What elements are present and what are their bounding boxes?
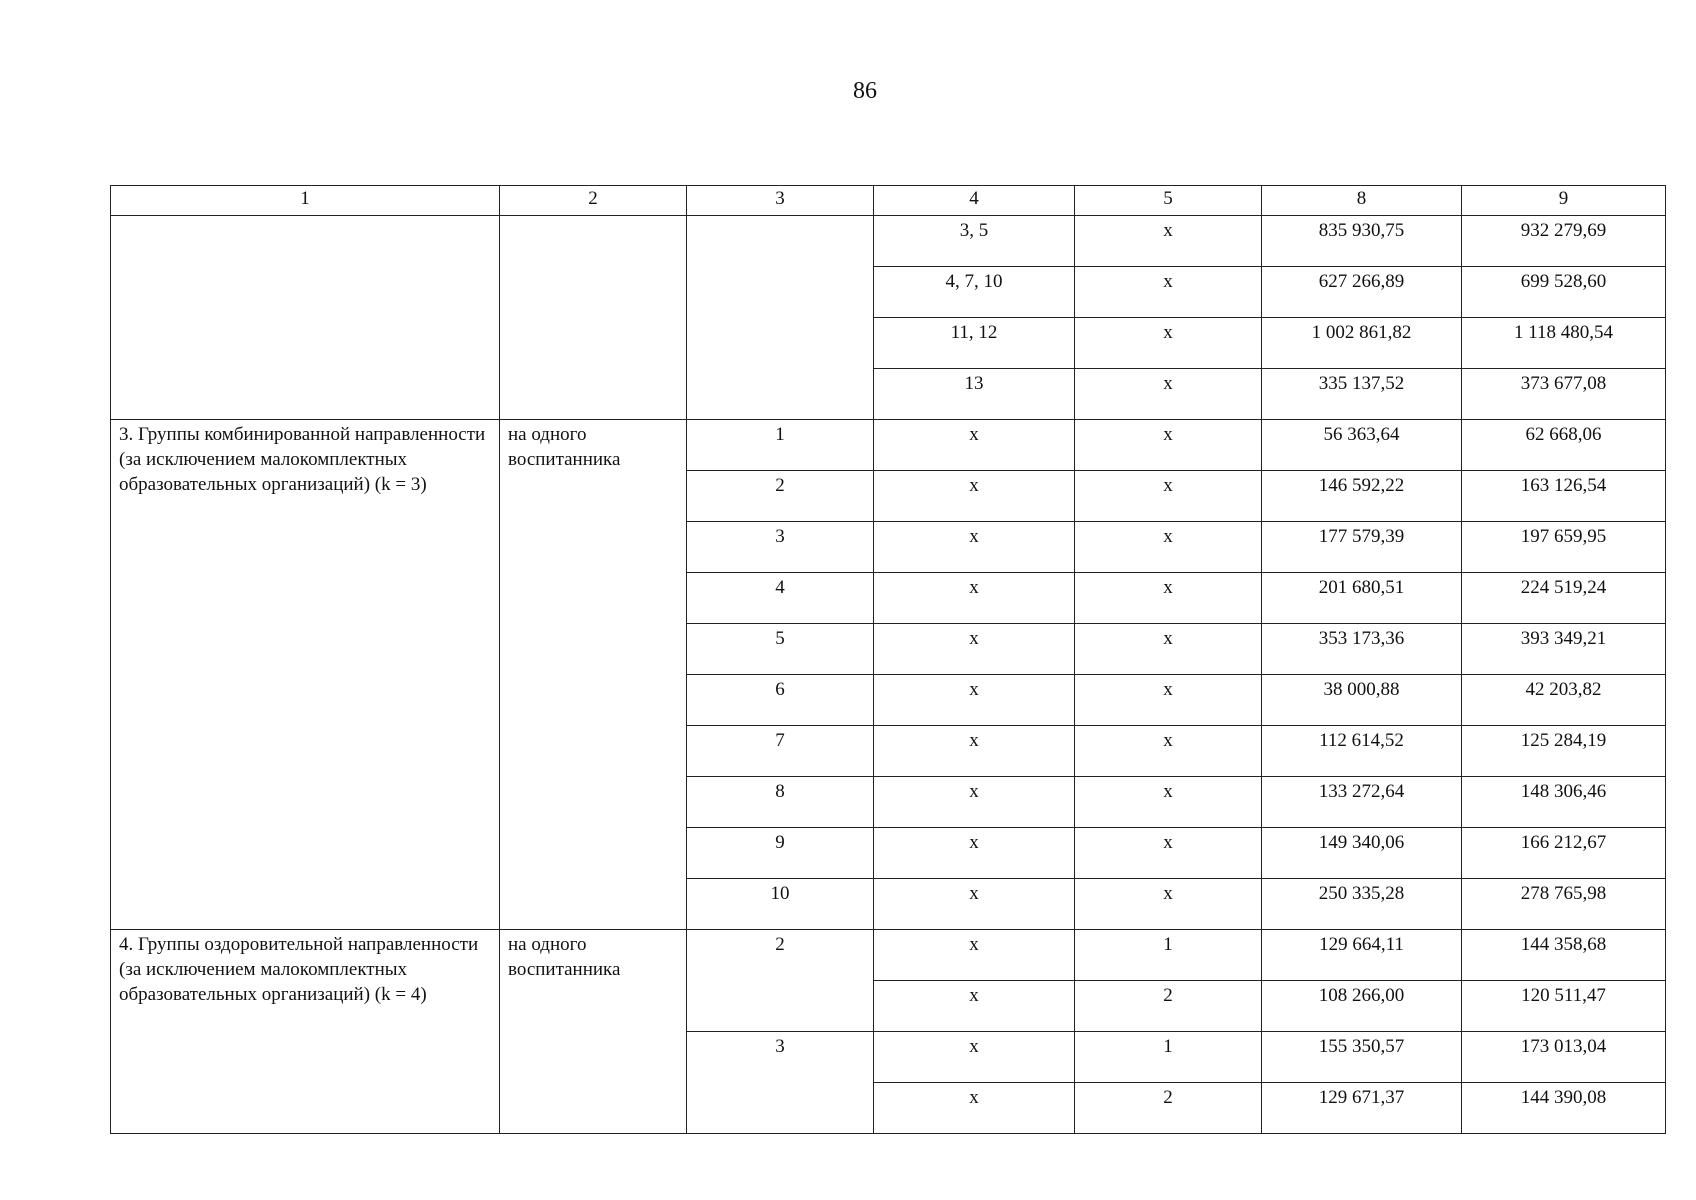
- table-cell: 146 592,22: [1262, 471, 1462, 522]
- table-cell: 112 614,52: [1262, 726, 1462, 777]
- table-cell: х: [874, 420, 1075, 471]
- table-row: [111, 216, 1666, 267]
- table-cell: х: [1075, 522, 1262, 573]
- group-3-name: 3. Группы комбинированной направленности (за исключением малокомплектных образовательных организаций) (k = 3): [111, 420, 500, 930]
- table-cell: х: [874, 1083, 1075, 1134]
- table-cell: х: [1075, 828, 1262, 879]
- table-cell: 1: [1075, 930, 1262, 981]
- table-cell: 4: [687, 573, 874, 624]
- page-number: 86: [853, 78, 877, 104]
- table-cell: 144 358,68: [1462, 930, 1666, 981]
- column-header-4: 4: [874, 186, 1075, 216]
- table-cell: х: [874, 879, 1075, 930]
- table-cell: 393 349,21: [1462, 624, 1666, 675]
- table-cell: х: [1075, 573, 1262, 624]
- table-cell: х: [1075, 216, 1262, 267]
- table-cell: 932 279,69: [1462, 216, 1666, 267]
- table-cell: х: [1075, 726, 1262, 777]
- table-row: [111, 930, 1666, 981]
- table-cell: х: [874, 726, 1075, 777]
- table-cell: х: [1075, 318, 1262, 369]
- column-header-1: 1: [111, 186, 500, 216]
- table-cell: 56 363,64: [1262, 420, 1462, 471]
- table-cell: х: [874, 471, 1075, 522]
- table-cell: 1 002 861,82: [1262, 318, 1462, 369]
- table-cell: 166 212,67: [1462, 828, 1666, 879]
- table-cell: 3: [687, 1032, 874, 1134]
- table-cell: 148 306,46: [1462, 777, 1666, 828]
- table-cell: х: [1075, 624, 1262, 675]
- table-cell: х: [874, 828, 1075, 879]
- table-cell: 7: [687, 726, 874, 777]
- table-cell: 155 350,57: [1262, 1032, 1462, 1083]
- table-cell: 2: [687, 930, 874, 1032]
- continued-unit-cell: [500, 216, 687, 420]
- table-cell: х: [874, 573, 1075, 624]
- table-cell: 9: [687, 828, 874, 879]
- table-cell: 201 680,51: [1262, 573, 1462, 624]
- column-header-9: 9: [1462, 186, 1666, 216]
- table-cell: 163 126,54: [1462, 471, 1666, 522]
- table-cell: х: [874, 624, 1075, 675]
- table-cell: х: [1075, 777, 1262, 828]
- table-cell: 108 266,00: [1262, 981, 1462, 1032]
- table-cell: 177 579,39: [1262, 522, 1462, 573]
- table-cell: 3, 5: [874, 216, 1075, 267]
- table-cell: х: [1075, 369, 1262, 420]
- tariff-table: [110, 185, 1666, 1134]
- column-number-header-row: [111, 186, 1666, 216]
- table-row: [111, 420, 1666, 471]
- table-cell: 129 664,11: [1262, 930, 1462, 981]
- table-cell: 13: [874, 369, 1075, 420]
- table-cell: х: [1075, 879, 1262, 930]
- table-cell: 149 340,06: [1262, 828, 1462, 879]
- column-header-8: 8: [1262, 186, 1462, 216]
- table-cell: 3: [687, 522, 874, 573]
- column-header-2: 2: [500, 186, 687, 216]
- table-cell: 42 203,82: [1462, 675, 1666, 726]
- group-3-unit: на одного воспитанника: [500, 420, 687, 930]
- group-4-unit: на одного воспитанника: [500, 930, 687, 1134]
- table-cell: х: [1075, 471, 1262, 522]
- table-cell: х: [874, 675, 1075, 726]
- table-cell: х: [874, 981, 1075, 1032]
- table-cell: 8: [687, 777, 874, 828]
- table-cell: 197 659,95: [1462, 522, 1666, 573]
- table-cell: 1: [1075, 1032, 1262, 1083]
- table-cell: 38 000,88: [1262, 675, 1462, 726]
- table-cell: 1: [687, 420, 874, 471]
- column-header-3: 3: [687, 186, 874, 216]
- table-cell: 129 671,37: [1262, 1083, 1462, 1134]
- table-cell: 133 272,64: [1262, 777, 1462, 828]
- table-cell: 699 528,60: [1462, 267, 1666, 318]
- table-cell: 2: [1075, 981, 1262, 1032]
- table-cell: 335 137,52: [1262, 369, 1462, 420]
- table-cell: 835 930,75: [1262, 216, 1462, 267]
- table-cell: х: [874, 522, 1075, 573]
- group-4-name: 4. Группы оздоровительной направленности (за исключением малокомплектных образовательных организаций) (k = 4): [111, 930, 500, 1134]
- continued-col3-cell: [687, 216, 874, 420]
- table-cell: 627 266,89: [1262, 267, 1462, 318]
- table-cell: х: [1075, 675, 1262, 726]
- table-cell: 11, 12: [874, 318, 1075, 369]
- table-cell: х: [1075, 267, 1262, 318]
- table-cell: 173 013,04: [1462, 1032, 1666, 1083]
- table-cell: 5: [687, 624, 874, 675]
- table-cell: 353 173,36: [1262, 624, 1462, 675]
- table-cell: 125 284,19: [1462, 726, 1666, 777]
- table-cell: 250 335,28: [1262, 879, 1462, 930]
- table-cell: 2: [1075, 1083, 1262, 1134]
- table-cell: 62 668,06: [1462, 420, 1666, 471]
- table-cell: 144 390,08: [1462, 1083, 1666, 1134]
- table-cell: х: [874, 777, 1075, 828]
- column-header-5: 5: [1075, 186, 1262, 216]
- table-cell: 120 511,47: [1462, 981, 1666, 1032]
- table-cell: 278 765,98: [1462, 879, 1666, 930]
- table-cell: 224 519,24: [1462, 573, 1666, 624]
- table-cell: 373 677,08: [1462, 369, 1666, 420]
- table-cell: х: [874, 1032, 1075, 1083]
- table-cell: 4, 7, 10: [874, 267, 1075, 318]
- table-cell: х: [874, 930, 1075, 981]
- table-cell: 6: [687, 675, 874, 726]
- table-cell: 2: [687, 471, 874, 522]
- table-cell: х: [1075, 420, 1262, 471]
- table-cell: 10: [687, 879, 874, 930]
- table-cell: 1 118 480,54: [1462, 318, 1666, 369]
- continued-group-cell: [111, 216, 500, 420]
